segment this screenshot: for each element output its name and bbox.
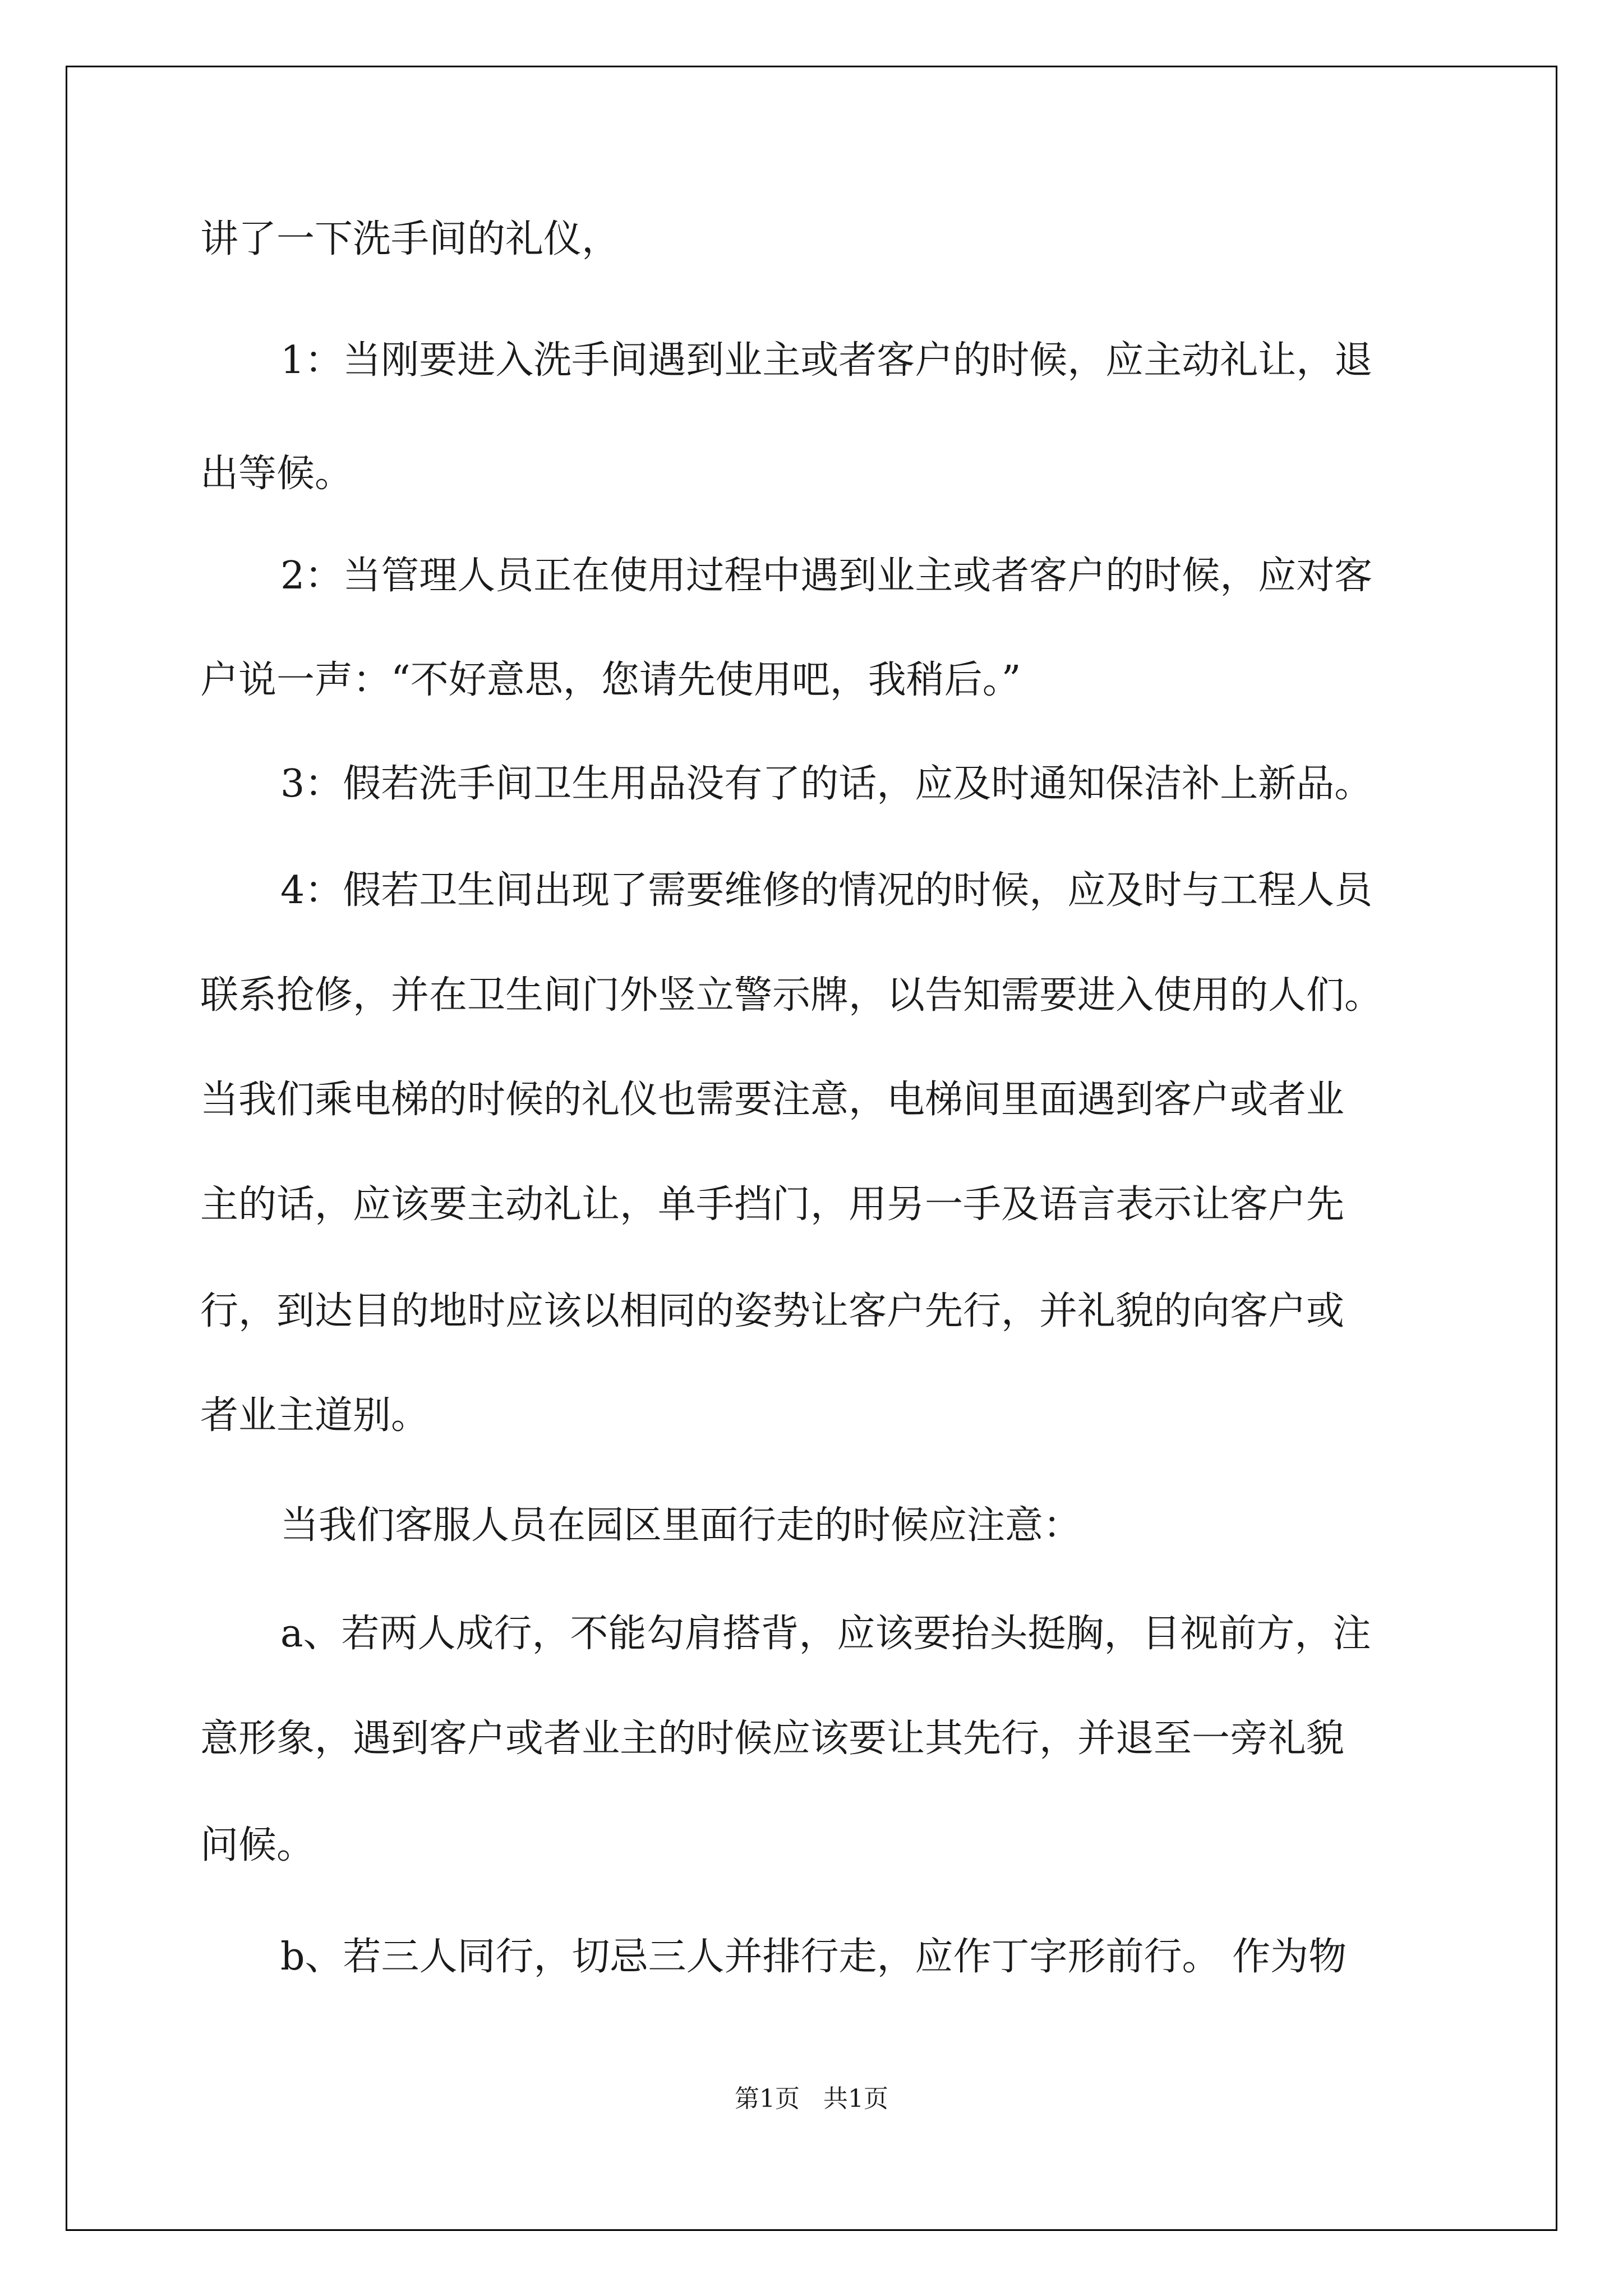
text-line: 1：当刚要进入洗手间遇到业主或者客户的时候，应主动礼让，退 (280, 338, 1373, 383)
text-line: 3：假若洗手间卫生用品没有了的话，应及时通知保洁补上新品。 (280, 762, 1373, 806)
text-line: a、若两人成行，不能勾肩搭背，应该要抬头挺胸，目视前方，注 (280, 1612, 1371, 1656)
text-line: 主的话，应该要主动礼让，单手挡门，用另一手及语言表示让客户先 (200, 1182, 1345, 1227)
text-line: 问候。 (200, 1823, 315, 1867)
text-line: 意形象，遇到客户或者业主的时候应该要让其先行，并退至一旁礼貌 (200, 1717, 1345, 1761)
page-border (66, 66, 1557, 2231)
text-line: 户说一声：“不好意思，您请先使用吧，我稍后。” (200, 658, 1021, 702)
page-footer: 第1页 共1页 (735, 2085, 888, 2113)
text-line: b、若三人同行，切忌三人并排行走，应作丁字形前行。 作为物 (280, 1935, 1347, 1979)
text-line: 出等候。 (200, 452, 353, 496)
text-line: 者业主道别。 (200, 1393, 430, 1438)
text-line: 2：当管理人员正在使用过程中遇到业主或者客户的时候，应对客 (280, 554, 1373, 598)
text-line: 讲了一下洗手间的礼仪， (200, 217, 620, 261)
text-line: 当我们客服人员在园区里面行走的时候应注意： (280, 1503, 1082, 1548)
text-line: 联系抢修，并在卫生间门外竖立警示牌，以告知需要进入使用的人们。 (200, 973, 1383, 1018)
text-line: 当我们乘电梯的时候的礼仪也需要注意，电梯间里面遇到客户或者业 (200, 1078, 1345, 1122)
text-line: 行，到达目的地时应该以相同的姿势让客户先行，并礼貌的向客户或 (200, 1289, 1345, 1333)
text-line: 4：假若卫生间出现了需要维修的情况的时候，应及时与工程人员 (280, 868, 1373, 913)
